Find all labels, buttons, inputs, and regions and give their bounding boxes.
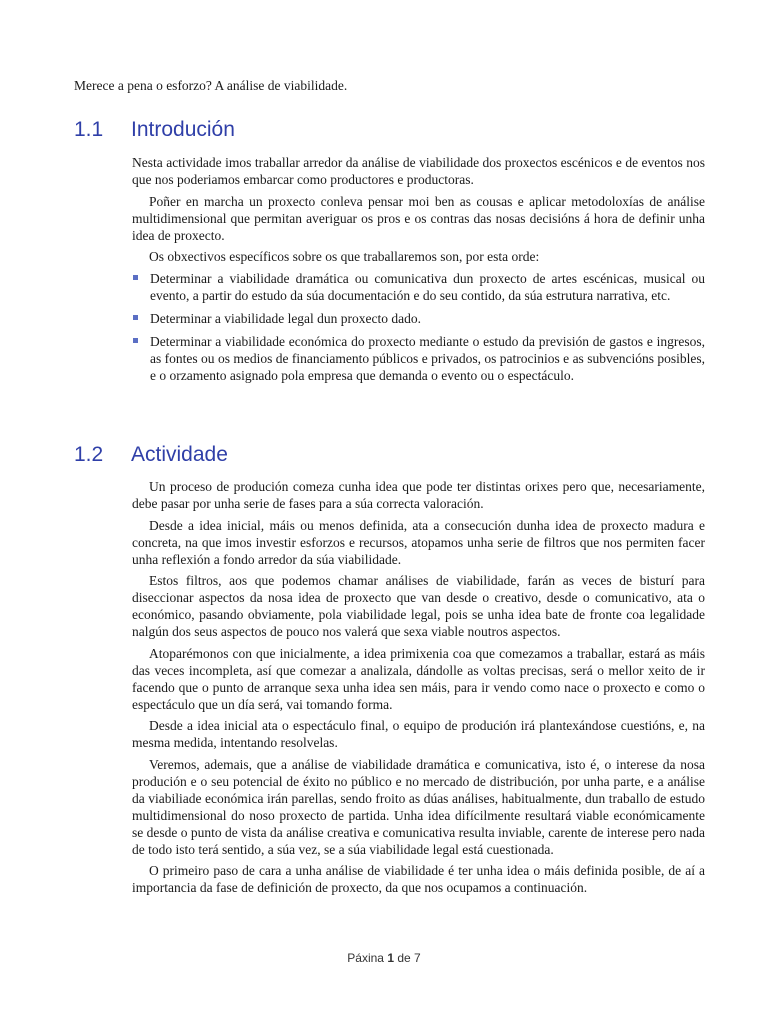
list-item — [132, 333, 705, 384]
section-number: 1.2 — [74, 443, 104, 466]
paragraph: Poñer en marcha un proxecto conleva pensar moi ben as cousas e aplicar metodoloxías de análise multidimensional que permitan averiguar os pros e os contras das nosas decisións á hora de definir unha idea de proxecto. — [132, 193, 705, 243]
paragraph: Desde a idea inicial ata o espectáculo final, o equipo de produción irá plantexándose cuestións, e, na mesma medida, intentando resolvelas. — [132, 718, 705, 750]
square-bullet-icon — [133, 275, 138, 280]
section-body-introducion — [132, 154, 705, 390]
page-footer — [0, 951, 768, 965]
paragraph: Desde a idea inicial, máis ou menos definida, ata a consecución dunha idea de proxecto madura e concreta, na que imos investir esforzos e recursos, atopamos unha serie de filtros que nos permiten facer unha reflexión a fondo arredor da súa viabilidade. — [132, 517, 705, 567]
total-pages: 7 — [414, 951, 421, 965]
section-heading-actividade — [74, 442, 228, 468]
section-title: Actividade — [131, 443, 228, 466]
square-bullet-icon — [133, 338, 138, 343]
paragraph: O primeiro paso de cara a unha análise de viabilidade é ter unha idea o máis definida posible, de aí a importancia da fase de definición de proxecto, da que nos ocupamos a continuación. — [132, 863, 705, 895]
list-item-text: Determinar a viabilidade dramática ou comunicativa dun proxecto de artes escénicas, musical ou evento, a partir do estudo da súa documentación e do seu contido, da súa estrutura narrativa, etc. — [150, 270, 705, 303]
list-item — [132, 270, 705, 304]
section-title: Introdución — [131, 118, 235, 141]
square-bullet-icon — [133, 315, 138, 320]
paragraph: Un proceso de produción comeza cunha idea que pode ter distintas orixes pero que, necesariamente, debe pasar por unha serie de fases para a súa correcta valoración. — [132, 479, 705, 511]
paragraph: Veremos, ademais, que a análise de viabilidade dramática e comunicativa, isto é, o interese da nosa produción e o seu potencial de éxito no público e no mercado de distribución, por unha parte, e a análise da viabiliade económica irán parellas, sendo froito as dúas análises, habitualmente, dun traballo de estudo multidimensional do noso proxecto de partida. Unha idea difícilmente resultará viable económicamente se desde o punto de vista da análise creativa e comunicativa resulta inviable, carente de interese pero nada de todo isto terá sentido, a súa vez, se a súa viabilidade legal está cuestionada. — [132, 756, 705, 857]
section-number: 1.1 — [74, 118, 104, 141]
paragraph: Atoparémonos con que inicialmente, a idea primixenia coa que comezamos a traballar, estará as máis das veces incompleta, así que comezar a analizala, dándolle as voltas precisas, será o mellor xeito de ir facendo que o punto de arranque sexa unha idea sen máis, para ir vendo como nace o proxecto e como o espectáculo que un día será, vai tomando forma. — [132, 645, 705, 712]
list-item-text: Determinar a viabilidade legal dun proxecto dado. — [150, 310, 422, 326]
page-label: Páxina — [347, 951, 384, 965]
section-heading-introducion — [74, 117, 235, 143]
list-item — [132, 310, 705, 327]
paragraph: Estos filtros, aos que podemos chamar análises de viabilidade, farán as veces de bisturí para diseccionar aspectos da nosa idea de proxecto que van desde o creativo, desde o comunicativo, ata o económico, pasando obviamente, pola viabilidade legal, pois se unha idea bate de fronte coa legalidade nalgún dos seus aspectos de pouco nos valerá que sexa viable noutros aspectos. — [132, 573, 705, 639]
current-page-number: 1 — [387, 951, 394, 965]
running-head: Merece a pena o esforzo? A análise de viabilidade. — [74, 78, 348, 93]
page-separator: de — [397, 951, 411, 965]
list-item-text: Determinar a viabilidade económica do proxecto mediante o estudo da previsión de gastos e ingresos, as fontes ou os medios de financiamento públicos e privados, os patrocinios e as subvencións posibles, e o orzamento asignado pola empresa que demanda o evento ou o espectáculo. — [150, 333, 705, 383]
objectives-list — [132, 270, 705, 384]
paragraph: Nesta actividade imos traballar arredor da análise de viabilidade dos proxectos escénicos e de eventos nos que nos poderiamos embarcar como productores e productoras. — [132, 155, 705, 187]
section-body-actividade — [132, 478, 705, 901]
paragraph: Os obxectivos específicos sobre os que traballaremos son, por esta orde: — [149, 249, 540, 264]
